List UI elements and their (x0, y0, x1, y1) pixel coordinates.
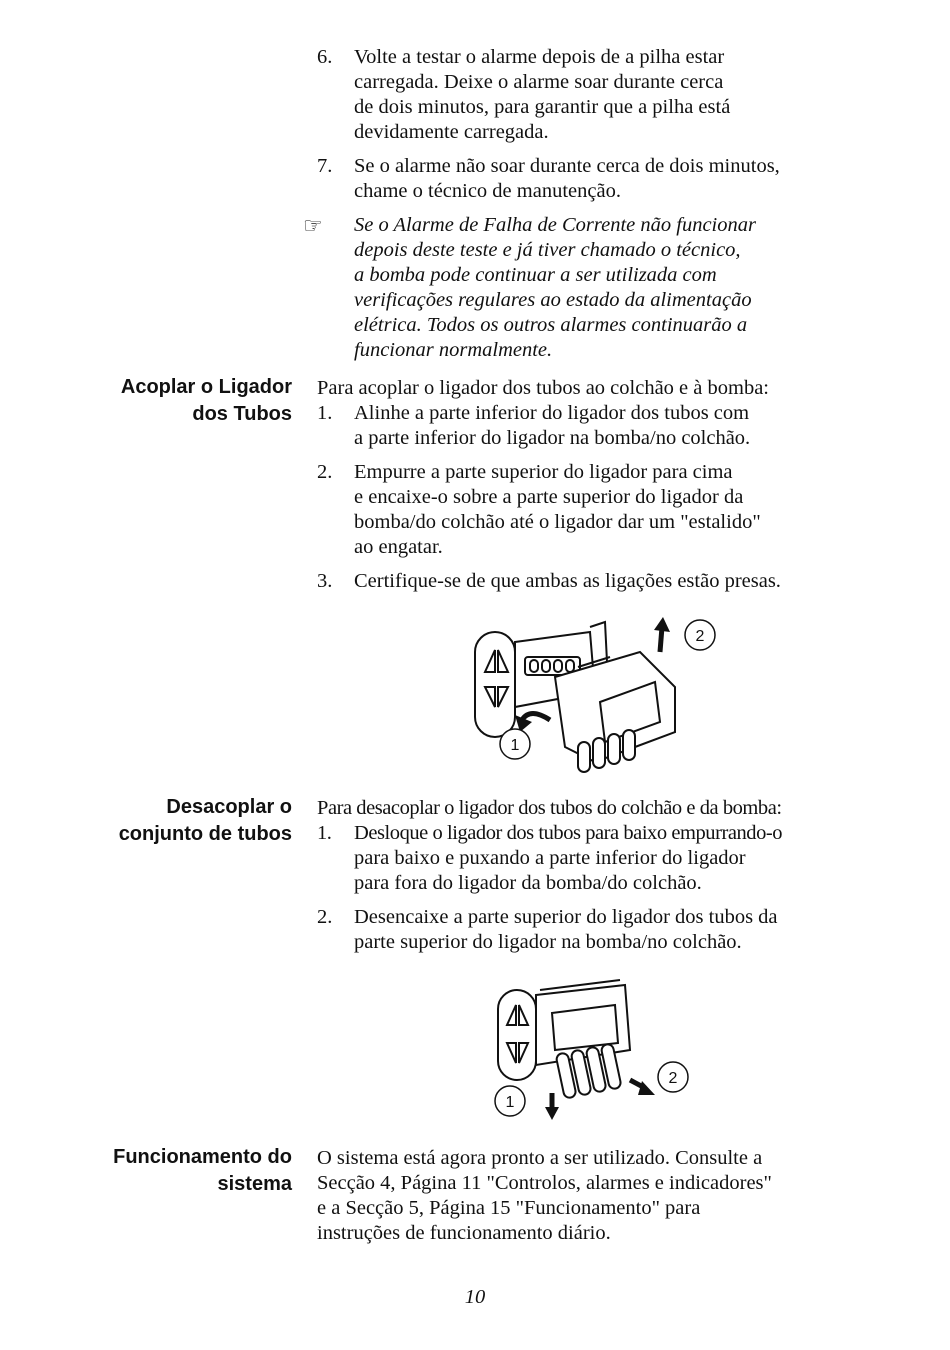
pointing-hand-icon: ☞ (303, 213, 323, 238)
page-number: 10 (464, 1286, 486, 1308)
list-item: 1. Desloque o ligador dos tubos para baixo empurrando-o para baixo e puxando a parte inferior do ligador para fora do ligador da bomba/do colchão. (317, 822, 783, 894)
figure-label-1: 1 (510, 737, 520, 754)
list-item: 3. Certifique-se de que ambas as ligações estão presas. (317, 570, 781, 592)
list-item: 6. Volte a testar o alarme depois de a pilha estar carregada. Deixe o alarme soar durante cerca de dois minutos, para garantir que a pilha está devidamente carregada. (317, 46, 731, 143)
list-item: 2. Desencaixe a parte superior do ligador dos tubos da parte superior do ligador na bomba/no colchão. (317, 906, 778, 953)
section-heading-acoplar: Acoplar o Ligador dos Tubos (120, 376, 292, 425)
section-heading-desacoplar: Desacoplar o conjunto de tubos (118, 796, 292, 845)
section-heading-funcionamento: Funcionamento do sistema (113, 1146, 292, 1195)
figure-label-2: 2 (668, 1070, 678, 1087)
connector-coupling-figure (460, 612, 730, 792)
figure-label-2: 2 (695, 628, 705, 645)
connector-decoupling-figure (480, 975, 700, 1125)
desacoplar-body: Para desacoplar o ligador dos tubos do colchão e da bomba: 1. Desloque o ligador dos tubos para baixo empurrando-o para baixo e puxando a parte inferior do ligador para fora do ligador da bomba/do colchão. 2. Desencaixe a parte superior do ligador dos tubos da parte superior do ligador na bomba/no colchão. (317, 796, 917, 955)
acoplar-body: Para acoplar o ligador dos tubos ao colchão e à bomba: 1. Alinhe a parte inferior do ligador dos tubos com a parte inferior do ligador na bomba/no colchão. 2. Empurre a parte superior do ligador para cima e encaixe-o sobre a parte superior do ligador da bomba/do colchão até o ligador dar um "estalido" ao engatar. 3. Certifique-se de que ambas as ligações estão presas. (317, 376, 917, 594)
list-item: 7. Se o alarme não soar durante cerca de dois minutos, chame o técnico de manutenção. (317, 155, 780, 202)
note: ☞ Se o Alarme de Falha de Corrente não funcionar depois deste teste e já tiver chamado o técnico, a bomba pode continuar a ser utilizada com verificações regulares ao estado da alimentação elétrica. Todos os outros alarmes continuarão a funcionar normalmente. (303, 213, 756, 361)
figure-label-1: 1 (505, 1094, 515, 1111)
funcionamento-body: O sistema está agora pronto a ser utilizado. Consulte a Secção 4, Página 11 "Controlos, alarmes e indicadores" e a Secção 5, Página 15 "Funcionamento" para instruções de funcionamento diário. (317, 1147, 772, 1244)
top-list (303, 45, 917, 363)
list-item: 1. Alinhe a parte inferior do ligador dos tubos com a parte inferior do ligador na bomba/no colchão. (317, 402, 751, 449)
list-item: 2. Empurre a parte superior do ligador para cima e encaixe-o sobre a parte superior do ligador da bomba/do colchão até o ligador dar um "estalido" ao engatar. (317, 461, 761, 558)
